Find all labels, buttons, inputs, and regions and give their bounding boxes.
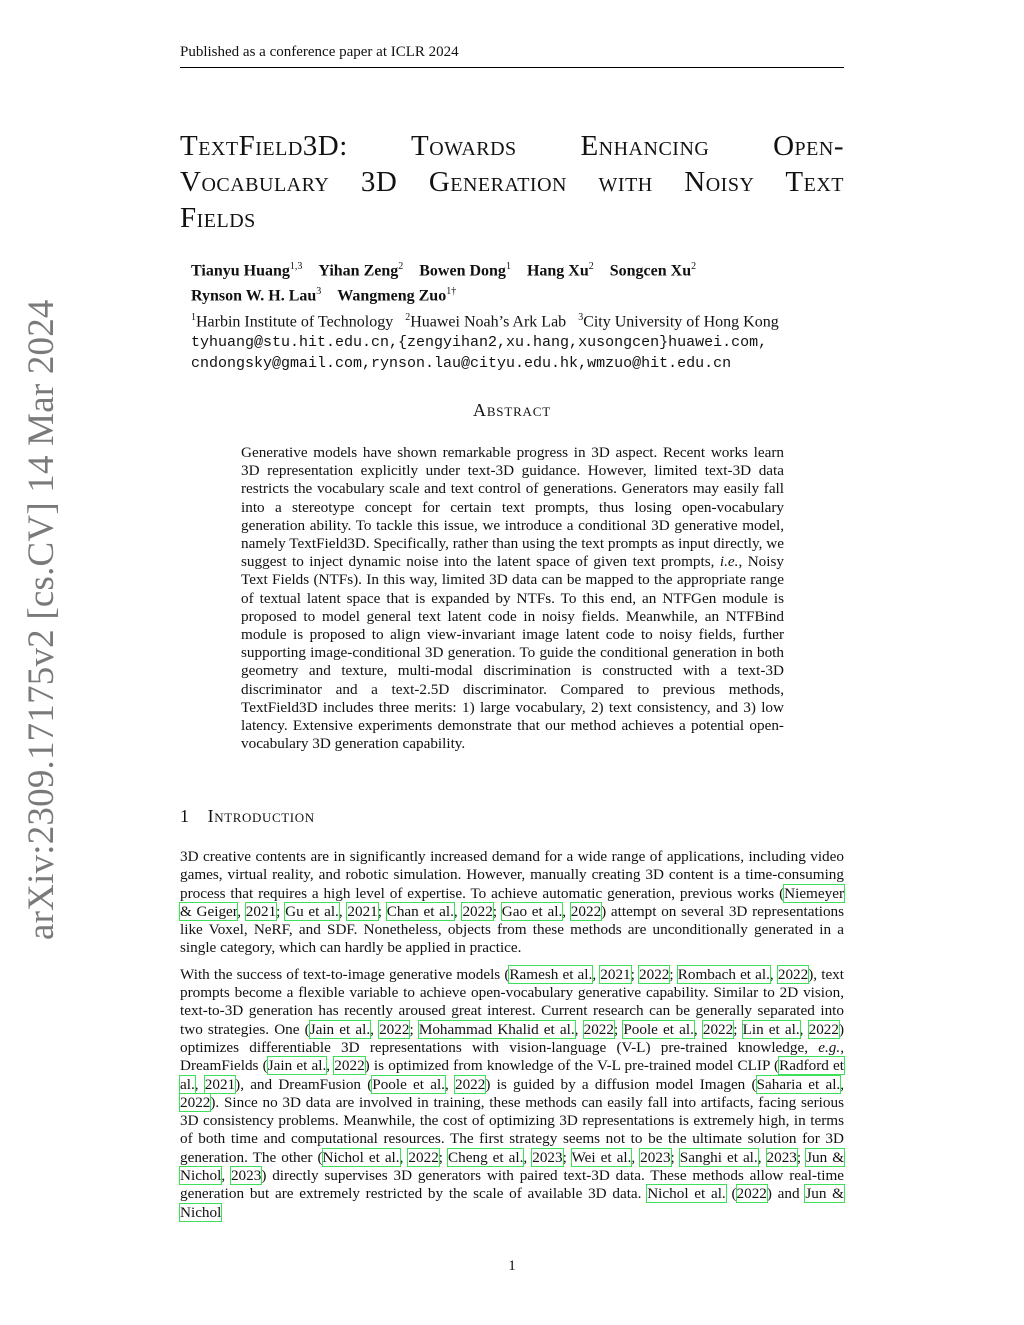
email-line-2: cndongsky@gmail.com,rynson.lau@cityu.edu.hk,wmzuo@hit.edu.cn xyxy=(191,354,732,372)
title-line-2: Vocabulary 3D Generation with Noisy Text xyxy=(180,166,844,198)
citation-link[interactable]: 2021 xyxy=(347,902,378,920)
citation-link[interactable]: Jain et al. xyxy=(267,1057,327,1075)
author-block xyxy=(191,256,851,374)
author-name: Hang Xu xyxy=(526,262,589,280)
citation-link[interactable]: Jun & Nichol xyxy=(180,1185,844,1221)
introduction-body xyxy=(180,848,844,1230)
title-line-3: Fields xyxy=(180,202,256,234)
author-name: Wangmeng Zuo xyxy=(337,287,447,305)
citation-link[interactable]: Mohammad Khalid et al. xyxy=(418,1020,575,1038)
author-line-1 xyxy=(191,256,851,281)
intro-paragraph-1: 3D creative contents are in significantly increased demand for a wide range of applications, including video games, virtual reality, and robotic simulation. However, manually creating 3D content is a time-consuming process that requires a high level of expertise. To achieve automatic generation, previous works (Niemeyer & Geiger, 2021; Gu et al., 2021; Chan et al., 2022; Gao et al., 2022) attempt on several 3D representations like Voxel, NeRF, and SDF. Nonetheless, objects from these methods are unconditionally generated in a single category, which can hardly be applied in practice. xyxy=(180,848,845,957)
affiliation-name: Harbin Institute of Technology xyxy=(196,312,394,330)
affiliation-name: City University of Hong Kong xyxy=(583,312,779,330)
citation-link[interactable]: Wei et al. xyxy=(571,1148,632,1166)
citation-link[interactable]: Cheng et al. xyxy=(448,1148,524,1166)
citation-link[interactable]: 2021 xyxy=(600,965,631,983)
citation-link[interactable]: Rombach et al. xyxy=(677,965,770,983)
citation-link[interactable]: 2022 xyxy=(777,965,809,983)
abstract-body: Generative models have shown remarkable progress in 3D aspect. Recent works learn 3D representation explicitly under text-3D guidance. However, limited text-3D data restricts the vocabulary scale and text control of generations. Generators may easily fall into a stereotype concept for certain text prompts, thus losing open-vocabulary generation ability. To tackle this issue, we introduce a conditional 3D generative model, namely TextField3D. Specifically, rather than using the text prompts as input directly, we suggest to inject dynamic noise into the latent space of given text prompts, i.e., Noisy Text Fields (NTFs). In this way, limited 3D data can be mapped to the appropriate range of textual latent space that is expanded by NTFs. To this end, an NTFGen module is proposed to model general text latent code in noisy fields. Meanwhile, an NTFBind module is proposed to align view-invariant image latent code to noisy fields, further supporting image-conditional 3D generation. To guide the conditional generation in both geometry and texture, multi-modal discrimination is constructed with a text-3D discriminator and a text-2.5D discriminator. Compared to previous methods, TextField3D includes three merits: 1) large vocabulary, 2) text consistency, and 3) low latency. Extensive experiments demonstrate that our method achieves a potential open-vocabulary 3D generation capability. xyxy=(241,444,784,753)
affiliation-mark: 3 xyxy=(578,311,584,323)
author-name: Songcen Xu xyxy=(609,262,692,280)
citation-link[interactable]: 2023 xyxy=(766,1148,797,1166)
citation-link[interactable]: Niemeyer & Geiger xyxy=(180,884,844,920)
citation-link[interactable]: Lin et al. xyxy=(742,1020,800,1038)
email-line-1: tyhuang@stu.hit.edu.cn,{zengyihan2,xu.hang,xusongcen}huawei.com, xyxy=(191,333,768,351)
author-affiliation-mark: 1 xyxy=(505,261,511,272)
author-name: Bowen Dong xyxy=(419,262,506,280)
citation-link[interactable]: Sanghi et al. xyxy=(679,1148,758,1166)
citation-link[interactable]: 2022 xyxy=(583,1020,614,1038)
title-line-1: TextField3D: Towards Enhancing Open- xyxy=(180,130,844,162)
citation-link[interactable]: 2022 xyxy=(462,902,493,920)
citation-link[interactable]: 2022 xyxy=(180,1093,211,1111)
author-affiliation-mark: 2 xyxy=(398,261,404,272)
citation-link[interactable]: Poole et al. xyxy=(623,1020,694,1038)
section-number: 1 xyxy=(180,806,190,826)
citation-link[interactable]: Jun & Nichol xyxy=(180,1148,845,1185)
citation-link[interactable]: Gu et al. xyxy=(285,902,339,920)
citation-link[interactable]: 2022 xyxy=(454,1075,486,1093)
author-name: Rynson W. H. Lau xyxy=(191,287,317,305)
citation-link[interactable]: 2023 xyxy=(532,1148,563,1166)
citation-link[interactable]: 2022 xyxy=(808,1020,839,1038)
running-header: Published as a conference paper at ICLR 2024 xyxy=(180,44,844,68)
page-number: 1 xyxy=(508,1258,516,1274)
citation-link[interactable]: Poole et al. xyxy=(372,1075,445,1093)
citation-link[interactable]: Nichol et al. xyxy=(647,1185,726,1203)
citation-link[interactable]: 2023 xyxy=(230,1167,262,1185)
citation-link[interactable]: Jain et al. xyxy=(309,1020,371,1038)
citation-link[interactable]: Nichol et al. xyxy=(322,1148,400,1166)
author-affiliation-mark: 2 xyxy=(691,261,697,272)
section-heading xyxy=(180,806,315,827)
author-affiliation-mark: 3 xyxy=(316,286,322,298)
citation-link[interactable]: 2022 xyxy=(702,1020,734,1038)
author-affiliation-mark: 1,3 xyxy=(289,261,303,272)
citation-link[interactable]: 2022 xyxy=(379,1020,410,1038)
author-name: Tianyu Huang xyxy=(191,262,290,280)
citation-link[interactable]: 2022 xyxy=(408,1148,439,1166)
affiliation-mark: 2 xyxy=(405,311,411,323)
affiliation-name: Huawei Noah’s Ark Lab xyxy=(410,312,567,330)
author-affiliation-mark: 2 xyxy=(588,261,594,272)
citation-link[interactable]: 2022 xyxy=(639,965,670,983)
section-title: Introduction xyxy=(207,806,315,826)
citation-link[interactable]: 2021 xyxy=(245,902,277,920)
affiliation-mark: 1 xyxy=(191,311,196,323)
author-affiliation-mark: 1† xyxy=(446,286,457,298)
citation-link[interactable]: 2022 xyxy=(736,1185,767,1203)
citation-link[interactable]: 2023 xyxy=(640,1148,671,1166)
paper-title xyxy=(180,128,844,236)
author-name: Yihan Zeng xyxy=(318,262,399,280)
citation-link[interactable]: Radford et al. xyxy=(180,1057,845,1093)
citation-link[interactable]: 2022 xyxy=(570,902,602,920)
citation-link[interactable]: Gao et al. xyxy=(501,902,563,920)
abstract-heading: Abstract xyxy=(473,400,551,420)
citation-link[interactable]: 2021 xyxy=(204,1075,236,1093)
citation-link[interactable]: Ramesh et al. xyxy=(509,965,593,983)
citation-link[interactable]: Saharia et al. xyxy=(756,1075,841,1093)
citation-link[interactable]: 2022 xyxy=(334,1057,365,1075)
author-line-2 xyxy=(191,281,851,306)
arxiv-identifier: arXiv:2309.17175v2 [cs.CV] 14 Mar 2024 xyxy=(21,299,62,940)
affiliations xyxy=(191,307,851,332)
intro-paragraph-2: With the success of text-to-image generative models (Ramesh et al., 2021; 2022; Rombach et al., 2022), text prompts become a flexible variable to achieve open-vocabulary generative capability. Similar to 2D vision, text-to-3D generation has recently aroused great interest. Current research can be generally separated into two strategies. One (Jain et al., 2022; Mohammad Khalid et al., 2022; Poole et al., 2022; Lin et al., 2022) optimizes differentiable 3D representations with vision-language (V-L) pre-trained knowledge, e.g., DreamFields (Jain et al., 2022) is optimized from knowledge of the V-L pre-trained model CLIP (Radford et al., 2021), and DreamFusion (Poole et al., 2022) is guided by a diffusion model Imagen (Saharia et al., 2022). Since no 3D data are involved in training, these methods can easily fall into artifacts, facing serious 3D consistency problems. Meanwhile, the cost of optimizing 3D representations is extremely high, in terms of both time and computational resources. The first strategy seems not to be the ultimate solution for 3D generation. The other (Nichol et al., 2022; Cheng et al., 2023; Wei et al., 2023; Sanghi et al., 2023; Jun & Nichol, 2023) directly supervises 3D generators with paired text-3D data. These methods allow real-time generation but are extremely restricted by the scale of available 3D data. Nichol et al. (2022) and Jun & Nichol xyxy=(180,965,845,1221)
citation-link[interactable]: Chan et al. xyxy=(386,902,454,920)
